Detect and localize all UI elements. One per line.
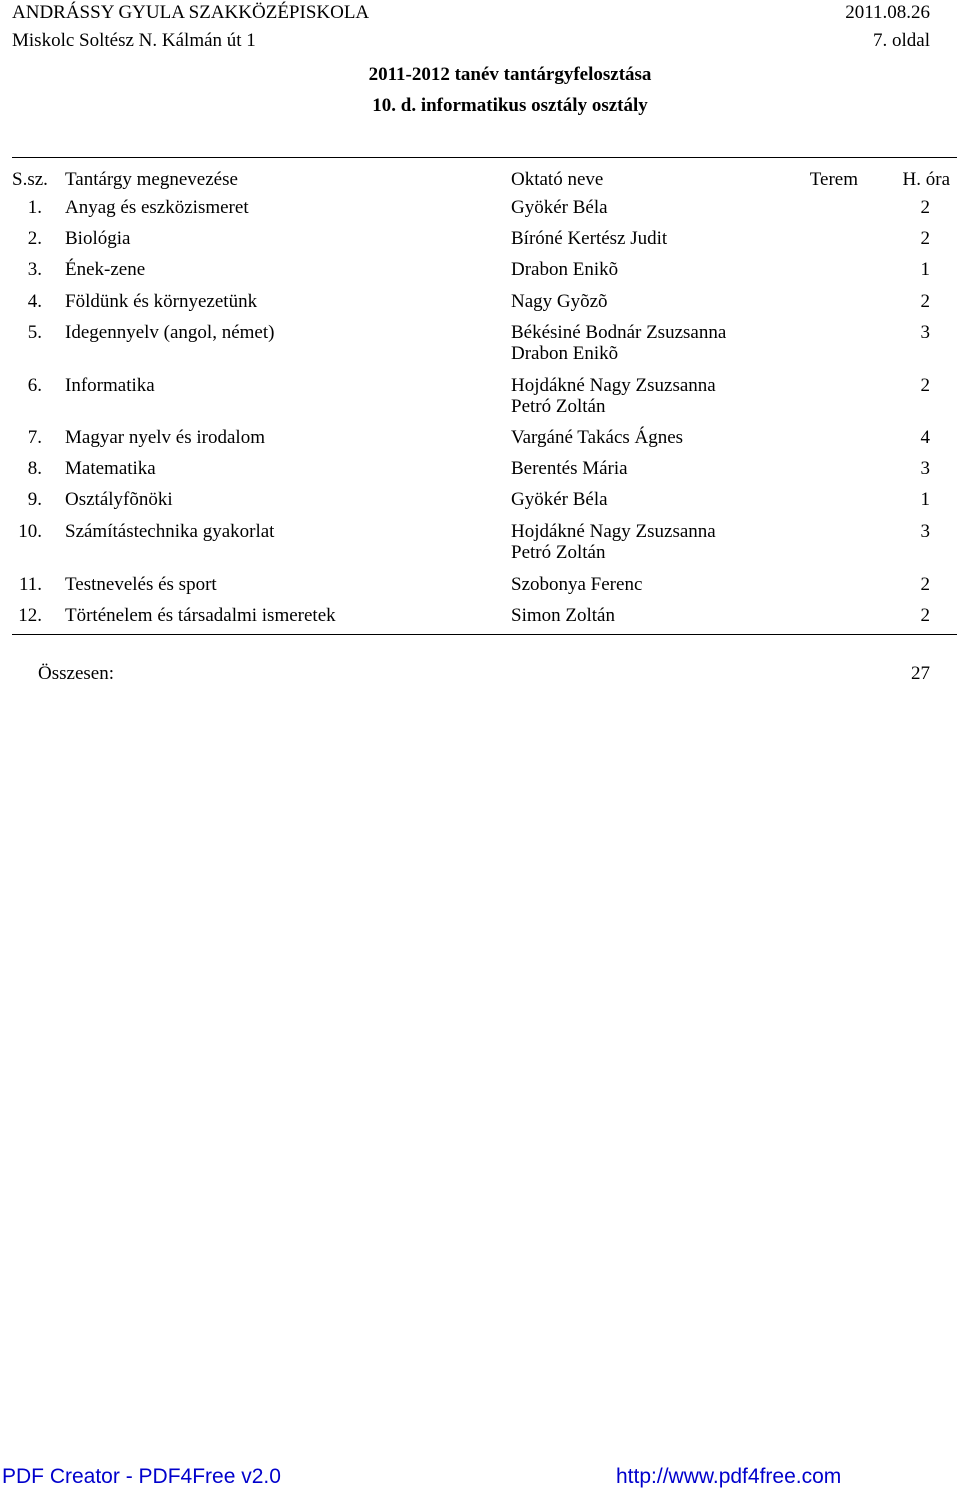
- row-number: 7.: [27, 427, 42, 448]
- table-header-row: [0, 169, 960, 199]
- teacher-name: Petró Zoltán: [511, 542, 606, 563]
- header-teacher: Oktató neve: [511, 169, 604, 190]
- teacher-name: Nagy Gyõzõ: [511, 291, 608, 312]
- header-room: Terem: [809, 169, 858, 190]
- total-label: Összesen:: [38, 663, 114, 684]
- subject-name: Történelem és társadalmi ismeretek: [65, 605, 336, 626]
- row-number: 2.: [27, 228, 42, 249]
- teacher-name: Berentés Mária: [511, 458, 628, 479]
- teacher-name: Szobonya Ferenc: [511, 574, 643, 595]
- table-row: [0, 605, 960, 635]
- row-number: 9.: [27, 489, 42, 510]
- weekly-hours: 1: [920, 489, 930, 510]
- row-number: 1.: [27, 197, 42, 218]
- subject-name: Informatika: [65, 375, 155, 396]
- teacher-name: Drabon Enikõ: [511, 343, 619, 364]
- weekly-hours: 3: [920, 458, 930, 479]
- teacher-list: [511, 458, 628, 479]
- teacher-list: [511, 489, 608, 510]
- row-number: 12.: [18, 605, 42, 626]
- teacher-list: [511, 322, 726, 364]
- page-number: 7. oldal: [873, 30, 930, 51]
- teacher-list: [511, 259, 618, 280]
- teacher-list: [511, 291, 608, 312]
- header-subject: Tantárgy megnevezése: [65, 169, 238, 190]
- table-row: [0, 574, 960, 604]
- table-row: [0, 259, 960, 289]
- table-row: [0, 291, 960, 321]
- subject-name: Magyar nyelv és irodalom: [65, 427, 265, 448]
- table-top-rule: [12, 157, 957, 158]
- row-number: 4.: [27, 291, 42, 312]
- table-row: [0, 322, 960, 364]
- subject-name: Anyag és eszközismeret: [65, 197, 249, 218]
- subject-name: Osztályfõnöki: [65, 489, 173, 510]
- subject-name: Matematika: [65, 458, 156, 479]
- row-number: 11.: [18, 574, 42, 595]
- teacher-name: Békésiné Bodnár Zsuzsanna: [511, 322, 727, 343]
- table-bottom-rule: [12, 634, 957, 635]
- header-hours: H. óra: [902, 169, 950, 190]
- teacher-list: [511, 521, 716, 563]
- table-row: [0, 458, 960, 488]
- row-number: 3.: [27, 259, 42, 280]
- school-name: ANDRÁSSY GYULA SZAKKÖZÉPISKOLA: [12, 2, 370, 23]
- row-number: 10.: [18, 521, 42, 542]
- teacher-list: [511, 427, 683, 448]
- weekly-hours: 2: [920, 375, 930, 396]
- teacher-list: [511, 375, 716, 417]
- school-address: Miskolc Soltész N. Kálmán út 1: [12, 30, 256, 51]
- weekly-hours: 2: [920, 574, 930, 595]
- total-value: 27: [911, 663, 930, 684]
- teacher-name: Petró Zoltán: [511, 396, 606, 417]
- teacher-list: [511, 574, 642, 595]
- subject-name: Idegennyelv (angol, német): [65, 322, 275, 343]
- table-row: [0, 521, 960, 563]
- weekly-hours: 1: [920, 259, 930, 280]
- row-number: 8.: [27, 458, 42, 479]
- table-row: [0, 489, 960, 519]
- table-row: [0, 427, 960, 457]
- teacher-name: Hojdákné Nagy Zsuzsanna: [511, 375, 716, 396]
- footer-link[interactable]: http://www.pdf4free.com: [616, 1465, 842, 1488]
- header-no: S.sz.: [12, 169, 48, 190]
- teacher-name: Bíróné Kertész Judit: [511, 228, 668, 249]
- teacher-name: Vargáné Takács Ágnes: [511, 427, 684, 448]
- teacher-name: Simon Zoltán: [511, 605, 615, 626]
- document-date: 2011.08.26: [845, 2, 930, 23]
- subject-name: Ének-zene: [65, 259, 146, 280]
- weekly-hours: 3: [920, 521, 930, 542]
- table-row: [0, 197, 960, 227]
- subject-name: Számítástechnika gyakorlat: [65, 521, 275, 542]
- teacher-name: Drabon Enikõ: [511, 259, 619, 280]
- teacher-list: [511, 228, 667, 249]
- row-number: 5.: [27, 322, 42, 343]
- weekly-hours: 2: [920, 197, 930, 218]
- teacher-name: Gyökér Béla: [511, 489, 608, 510]
- subject-name: Biológia: [65, 228, 131, 249]
- weekly-hours: 2: [920, 291, 930, 312]
- row-number: 6.: [27, 375, 42, 396]
- footer-creator: PDF Creator - PDF4Free v2.0: [2, 1465, 281, 1488]
- weekly-hours: 3: [920, 322, 930, 343]
- teacher-name: Hojdákné Nagy Zsuzsanna: [511, 521, 716, 542]
- subject-name: Földünk és környezetünk: [65, 291, 258, 312]
- weekly-hours: 4: [920, 427, 930, 448]
- document-subtitle: 10. d. informatikus osztály osztály: [372, 95, 648, 116]
- weekly-hours: 2: [920, 605, 930, 626]
- document-title: 2011-2012 tanév tantárgyfelosztása: [368, 64, 652, 85]
- weekly-hours: 2: [920, 228, 930, 249]
- teacher-list: [511, 197, 608, 218]
- teacher-name: Gyökér Béla: [511, 197, 608, 218]
- table-row: [0, 228, 960, 258]
- teacher-list: [511, 605, 615, 626]
- subject-name: Testnevelés és sport: [65, 574, 217, 595]
- table-row: [0, 375, 960, 417]
